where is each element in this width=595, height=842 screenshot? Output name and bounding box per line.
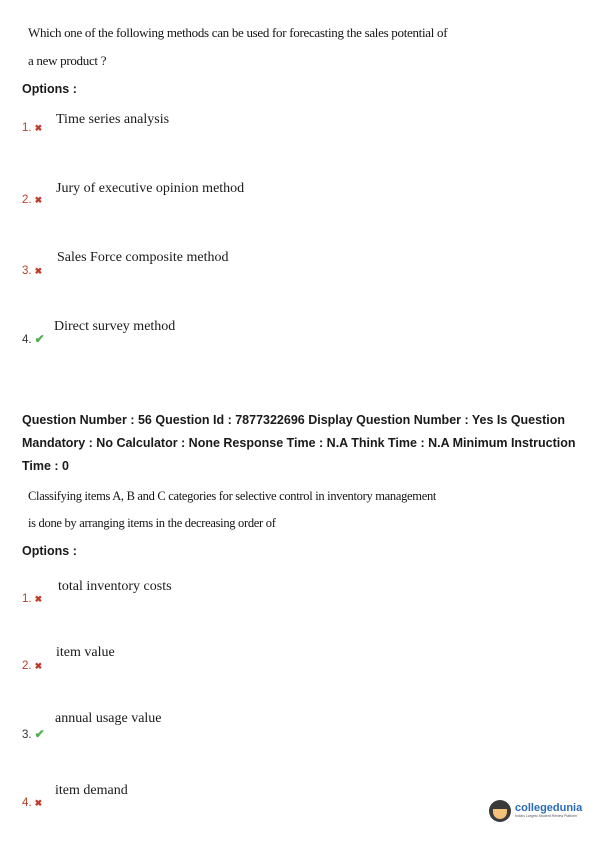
options-heading: Options :	[22, 82, 77, 96]
question-meta-line-2: Mandatory : No Calculator : None Response Time : N.A Think Time : N.A Minimum Instruction	[22, 436, 576, 450]
option-text: Time series analysis	[56, 112, 170, 127]
question-1-text-line-1: Which one of the following methods can be used for forecasting the sales potential of	[28, 25, 448, 40]
option-text: item value	[56, 645, 115, 660]
logo-name: collegedunia	[515, 802, 583, 814]
check-mark-icon: ✔	[34, 727, 45, 741]
option-text: item demand	[55, 783, 128, 798]
question-meta-line-1: Question Number : 56 Question Id : 7877322696 Display Question Number : Yes Is Question	[22, 413, 565, 427]
option-text: Direct survey method	[54, 319, 176, 334]
option-text: Sales Force composite method	[57, 250, 229, 265]
option-text: annual usage value	[55, 711, 162, 726]
wrong-mark-icon: ✖	[34, 195, 43, 205]
option-number: 1. ✖	[22, 593, 43, 605]
option-number: 2. ✖	[22, 660, 43, 672]
option-number: 4. ✔	[22, 332, 45, 346]
option-number: 1. ✖	[22, 122, 43, 134]
option-number: 2. ✖	[22, 194, 43, 206]
option-number: 3. ✖	[22, 265, 43, 277]
wrong-mark-icon: ✖	[34, 594, 43, 604]
question-1-text-line-2: a new product ?	[28, 53, 107, 68]
wrong-mark-icon: ✖	[34, 266, 43, 276]
question-meta-line-3: Time : 0	[22, 459, 70, 473]
question-2-text-line-1: Classifying items A, B and C categories for selective control in inventory management	[28, 489, 437, 503]
options-heading: Options :	[22, 544, 77, 558]
mascot-icon	[489, 800, 511, 822]
option-number: 3. ✔	[22, 727, 45, 741]
collegedunia-logo	[489, 800, 582, 822]
wrong-mark-icon: ✖	[34, 661, 43, 671]
logo-tagline: India's Largest Student Review Platform	[515, 814, 578, 818]
question-2-text-line-2: is done by arranging items in the decreasing order of	[28, 516, 276, 530]
option-number: 4. ✖	[22, 797, 43, 809]
wrong-mark-icon: ✖	[34, 798, 43, 808]
option-text: Jury of executive opinion method	[56, 181, 245, 196]
wrong-mark-icon: ✖	[34, 123, 43, 133]
question-meta	[22, 409, 582, 478]
check-mark-icon: ✔	[34, 332, 45, 346]
option-text: total inventory costs	[58, 579, 172, 594]
